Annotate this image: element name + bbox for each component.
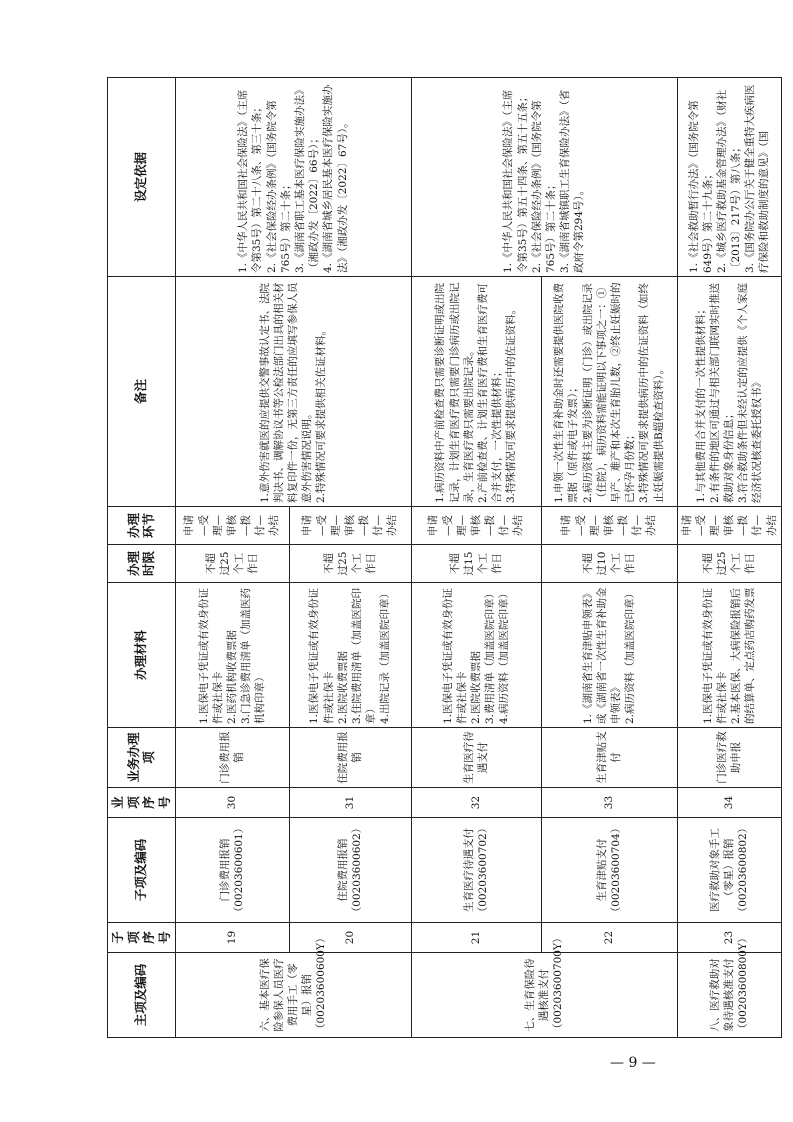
materials-cell	[677, 583, 781, 728]
time-limit: 不超过25个工作日	[175, 545, 289, 583]
process-step: 申请—受理—审核—拨付—办结	[541, 507, 677, 545]
biz-item: 住院费用报销	[289, 728, 411, 788]
note-line: 3.特殊情况可要求提供病历中的佐证资料（如终止妊娠需提供B超检查资料）。	[638, 282, 665, 503]
time-limit: 不超过25个工作日	[677, 545, 781, 583]
biz-no: 31	[289, 788, 411, 818]
time-limit: 不超过15个工作日	[411, 545, 541, 583]
table-row	[175, 78, 289, 1038]
basis-line: 3.《湖南省职工基本医疗保险实施办法》（湘政办发〔2022〕66号）；	[294, 84, 321, 273]
time-limit: 不超过25个工作日	[289, 545, 411, 583]
page-number: — 9 —	[610, 1055, 656, 1071]
main-item: 八、医疗救助对象待遇核准支付（00203600800Y）	[677, 953, 781, 1038]
material-line: 4.出院记录（加盖医院印章）	[379, 587, 392, 724]
sub-no: 22	[541, 923, 677, 953]
time-limit: 不超过10个工作日	[541, 545, 677, 583]
sub-no: 20	[289, 923, 411, 953]
sub-item: 生育医疗待遇支付（00203600702）	[411, 818, 541, 923]
note-line: 2.特殊情况可要求提供相关佐证材料。	[315, 324, 328, 503]
sub-no: 21	[411, 923, 541, 953]
biz-no: 30	[175, 788, 289, 818]
note-line: 2.病历资料主要为诊断证明（门诊）或出院记录（住院），病历资料需能证明以下事项之一：①早产、难产和本次生育胎儿数，②终止妊娠时的已怀孕月份数；	[581, 282, 637, 503]
material-line: 1.医保电子凭证或有效身份证件或社保卡	[308, 587, 335, 724]
header-note: 备注	[108, 277, 176, 507]
note-line: 1.申领一次性生育补助金时还需要提供医院收费票据（原件或电子发票）；	[553, 282, 580, 503]
header-biz-no: 业项序号	[108, 788, 176, 818]
note-line: 1.病历资料中产前检查费只需要诊断证明或出院记录，计划生育医疗费只需要门诊病历或出院记录，生育医疗费只需要出院记录。	[434, 282, 475, 503]
header-materials: 办理材料	[108, 583, 176, 728]
material-line: 2.基本医保、大病保险报销后的结算单、定点药店购药发票	[730, 587, 757, 724]
material-line: 3.费用清单（加盖医院印章）	[484, 587, 497, 724]
basis-line: 2.《社会保险经办条例》（国务院令第765号）第二十条；	[265, 100, 292, 273]
basis-line: 1.《社会救助暂行办法》（国务院令第649号）第二十九条；	[687, 100, 714, 273]
sub-item: 医疗救助对象手工（零星）报销（00203600802）	[677, 818, 781, 923]
header-time: 办理时限	[108, 545, 176, 583]
main-item: 七、生育保险待遇核准支付（00203600700Y）	[411, 953, 677, 1038]
main-item: 六、基本医疗保险参保人员医疗费用手工（零星）报销（00203600600Y）	[175, 953, 411, 1038]
material-line: 3.门急诊费用清单（加盖医药机构印章）	[240, 587, 267, 724]
note-cell	[541, 277, 677, 507]
basis-line: 1.《中华人民共和国社会保险法》（主席令第35号）第五十四条、第五十五条；	[502, 89, 529, 273]
biz-no: 33	[541, 788, 677, 818]
header-row	[108, 78, 176, 1038]
sub-item: 生育津贴支付（00203600704）	[541, 818, 677, 923]
basis-line: 4.《湖南省城乡居民基本医疗保险实施办法》（湘政办发〔2022〕67号）。	[322, 84, 349, 273]
material-line: 2.医院收费票据	[336, 650, 349, 724]
basis-cell	[411, 78, 677, 277]
sub-no: 23	[677, 923, 781, 953]
header-sub: 子项及编码	[108, 818, 176, 923]
table-row	[411, 78, 541, 1038]
biz-item: 门诊费用报销	[175, 728, 289, 788]
biz-no: 32	[411, 788, 541, 818]
note-cell	[175, 277, 411, 507]
process-step: 申请—受理—审核—拨付—办结	[677, 507, 781, 545]
basis-cell	[677, 78, 781, 277]
process-step: 申请—受理—审核—拨付—办结	[411, 507, 541, 545]
biz-item: 生育津贴支付	[541, 728, 677, 788]
material-line: 1.医保电子凭证或有效身份证件或社保卡	[701, 587, 728, 724]
materials-cell	[175, 583, 289, 728]
basis-line: 2.《城乡医疗救助基金管理办法》（财社〔2013〕217号）第八条；	[715, 89, 743, 273]
basis-line: 1.《中华人民共和国社会保险法》（主席令第35号）第二十八条、第三十条；	[237, 89, 264, 273]
material-line: 1.《湖南省生育津贴申领表》或《湖南省一次性生育补助金申领表》	[581, 587, 622, 724]
sub-no: 19	[175, 923, 289, 953]
note-line: 1.意外伤害就医的应提供交警事故认定书、法院判决书、调解协议书等公检法部门出具的相关材料复印件一份，无第三方责任的应填写参保人员意外伤害情况说明。	[258, 282, 314, 503]
note-line: 3.特殊情况可要求提供病历中的佐证资料。	[505, 303, 518, 503]
note-cell	[411, 277, 541, 507]
header-sub-no: 子项序号	[108, 923, 176, 953]
table-row	[677, 78, 781, 1038]
materials-cell	[541, 583, 677, 728]
sub-item: 门诊费用报销（00203600601）	[175, 818, 289, 923]
materials-cell	[289, 583, 411, 728]
process-step: 申请—受理—审核—拨付—办结	[175, 507, 289, 545]
note-line: 2.产前检查费、计划生育医疗费和生育医疗费可合并支付，一次性提供材料；	[477, 282, 504, 503]
note-line: 2.有条件的地区可通过与相关部门联网实时推送救助对象身份信息；	[708, 282, 736, 503]
material-line: 2.病历资料（加盖医院印章）	[624, 587, 637, 724]
biz-item: 生育医疗待遇支付	[411, 728, 541, 788]
note-line: 1.与其他费用合并支付的一次性提供材料；	[694, 303, 707, 503]
process-step: 申请—受理—审核—拨付—办结	[289, 507, 411, 545]
biz-no: 34	[677, 788, 781, 818]
sub-item: 住院费用报销（00203600602）	[289, 818, 411, 923]
materials-cell	[411, 583, 541, 728]
basis-cell	[175, 78, 411, 277]
header-main: 主项及编码	[108, 953, 176, 1038]
material-line: 2.医院收费票据	[469, 650, 482, 724]
basis-line: 3.《国务院办公厅关于健全重特大疾病医疗保险和救助制度的意见》（国	[744, 84, 771, 273]
header-basis: 设定依据	[108, 78, 176, 277]
material-line: 1.医保电子凭证或有效身份证件或社保卡	[441, 587, 468, 724]
rotated-table-wrapper	[107, 78, 778, 1038]
note-cell	[677, 277, 781, 507]
header-biz: 业务办理项	[108, 728, 176, 788]
basis-line: 3.《湖南省城镇职工生育保险办法》（省政府令第294号）。	[559, 89, 586, 273]
basis-line: 2.《社会保险经办条例》（国务院令第765号）第二十条；	[530, 100, 557, 273]
note-line: 3.符合救助条件但未经认定的应提供《个人家庭经济状况核查委托授权书》	[737, 282, 764, 503]
biz-item: 门诊医疗救助申报	[677, 728, 781, 788]
material-line: 1.医保电子凭证或有效身份证件或社保卡	[197, 587, 224, 724]
material-line: 2.医药机构收费票据	[225, 629, 238, 724]
material-line: 4.病历资料（加盖医院印章）	[498, 587, 511, 724]
service-table	[107, 77, 782, 1038]
material-line: 3.住院费用清单（加盖医院印章）	[351, 587, 378, 724]
header-step: 办理环节	[108, 507, 176, 545]
